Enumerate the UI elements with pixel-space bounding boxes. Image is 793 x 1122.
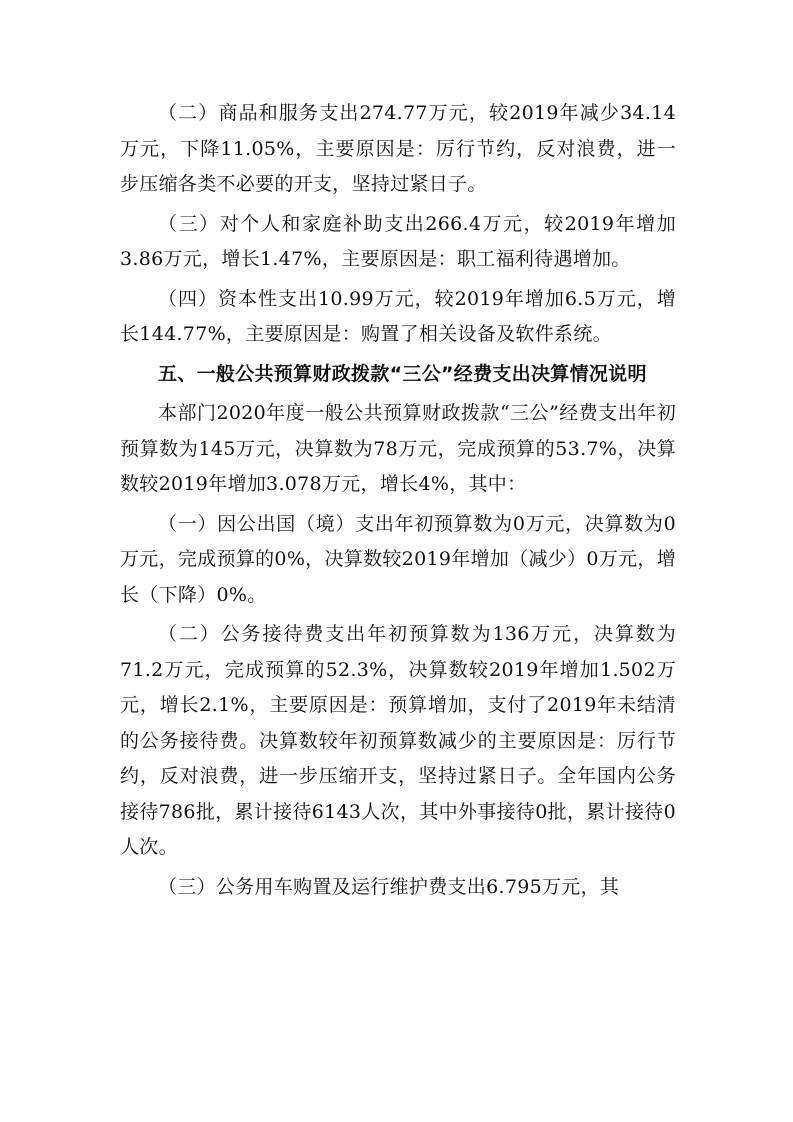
section-heading-three-public: 五、一般公共预算财政拨款“三公”经费支出决算情况说明 — [158, 362, 647, 385]
document-body — [120, 96, 676, 909]
paragraph-reception: （二）公务接待费支出年初预算数为136万元，决算数为71.2万元，完成预算的52.3%，决算数较2019年增加1.502万元，增长2.1%，主要原因是：预算增加，支付了2019年未结清的公务接待费。决算数较年初预算数减少的主要原因是：厉行节约，反对浪费，进一步压缩开支，坚持过紧日子。全年国内公务接待786批，累计接待6143人次，其中外事接待0批，累计接待0人次。 — [120, 623, 676, 858]
paragraph-three-public-summary: 本部门2020年度一般公共预算财政拨款“三公”经费支出年初预算数为145万元，决算数为78万元，完成预算的53.7%，决算数较2019年增加3.078万元，增长4%，其中： — [120, 402, 676, 495]
paragraph-personal-subsidy: （三）对个人和家庭补助支出266.4万元，较2019年增加3.86万元，增长1.47%，主要原因是：职工福利待遇增加。 — [120, 212, 676, 270]
paragraph-vehicles: （三）公务用车购置及运行维护费支出6.795万元，其 — [158, 875, 620, 898]
paragraph-capital-expenditure: （四）资本性支出10.99万元，较2019年增加6.5万元，增长144.77%，主要原因是：购置了相关设备及软件系统。 — [120, 287, 676, 345]
paragraph-overseas-travel: （一）因公出国（境）支出年初预算数为0万元，决算数为0万元，完成预算的0%，决算数较2019年增加（减少）0万元，增长（下降）0%。 — [120, 512, 676, 606]
paragraph-goods-services: （二）商品和服务支出274.77万元，较2019年减少34.14万元，下降11.05%，主要原因是：厉行节约，反对浪费，进一步压缩各类不必要的开支，坚持过紧日子。 — [120, 102, 676, 195]
